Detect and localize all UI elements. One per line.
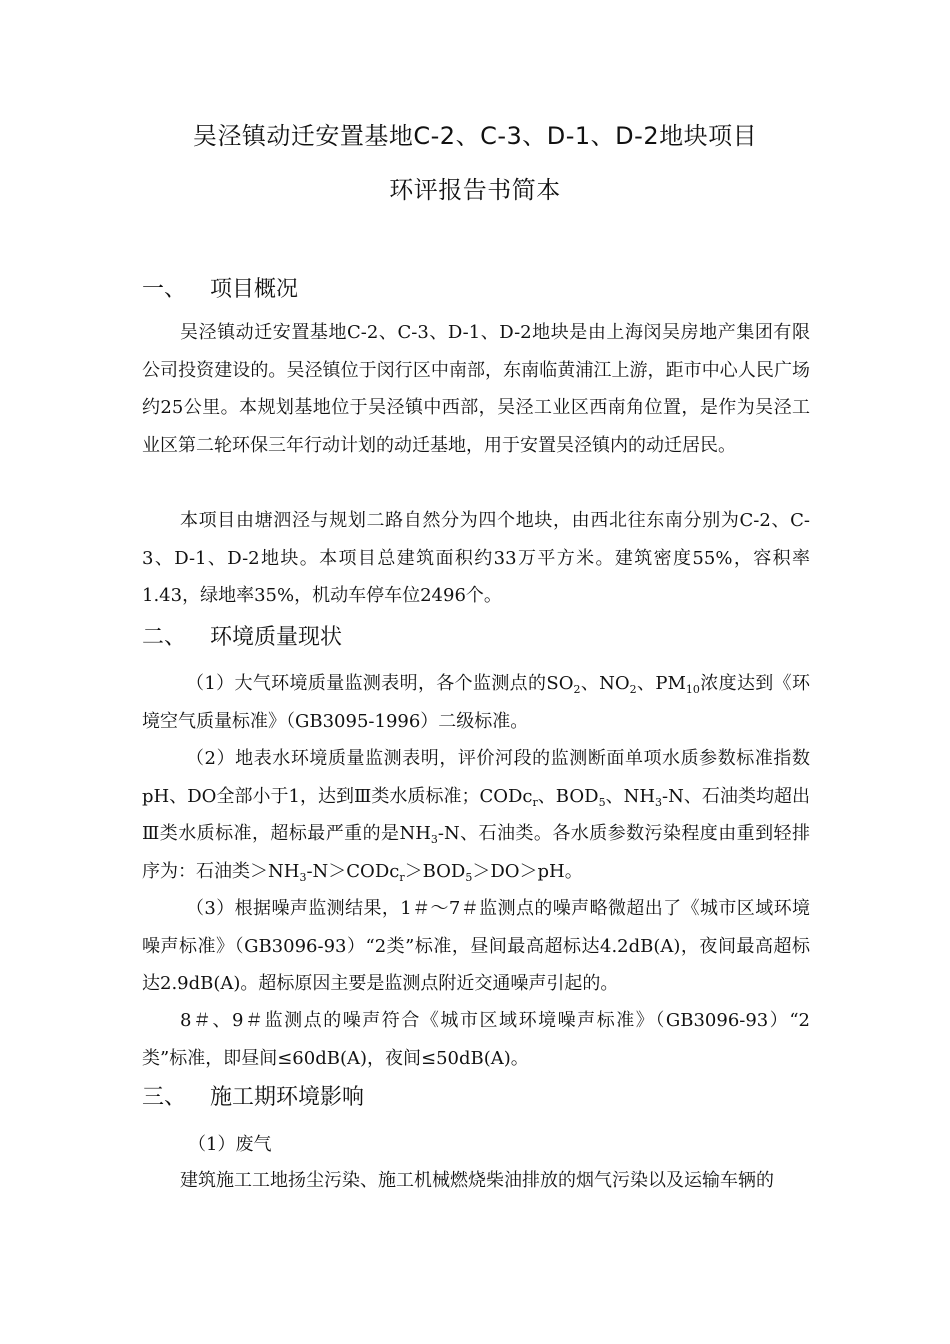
section2-title: 环境质量现状 [210, 625, 343, 650]
section3-heading [142, 1080, 364, 1111]
section3-number: 三、 [142, 1085, 187, 1110]
document-title-line1: 吴泾镇动迁安置基地C-2、C-3、D-1、D-2地块项目 [192, 122, 758, 150]
section1-paragraph2: 本项目由塘泗泾与规划二路自然分为四个地块，由西北往东南分别为C-2、C-3、D-1、D-2地块。本项目总建筑面积约33万平方米。建筑密度55%，容积率1.43，绿地率35%，机动车停车位2496个。 [142, 510, 810, 606]
section1-title: 项目概况 [210, 277, 299, 302]
section3-paragraph1: 建筑施工工地扬尘污染、施工机械燃烧柴油排放的烟气污染以及运输车辆的 [180, 1170, 774, 1191]
section2-paragraph1: （1）大气环境质量监测表明，各个监测点的$SO_2$、$NO_2$、$PM_{10}$浓度达到《环境空气质量标准》（GB3095-1996）二级标准。 [142, 673, 810, 732]
section2-paragraph3: （3）根据噪声监测结果，1＃～7＃监测点的噪声略微超出了《城市区域环境噪声标准》（GB3096-93）“2类”标准，昼间最高超标达4.2dB(A)，夜间最高超标达2.9dB(A)。超标原因主要是监测点附近交通噪声引起的。 [142, 898, 810, 994]
section2-number: 二、 [142, 625, 187, 650]
section3-title: 施工期环境影响 [210, 1085, 365, 1110]
section3-subheading1: （1）废气 [188, 1134, 272, 1155]
document-title-line2: 环评报告书简本 [389, 176, 561, 204]
section2-paragraph2: （2）地表水环境质量监测表明，评价河段的监测断面单项水质参数标准指数pH、DO全部小于1，达到Ⅲ类水质标准；CODc$_r$、$BOD_5$、$NH_3-N$、石油类均超出Ⅲ类水质标准，超标最严重的是$NH_3-N$、石油类。各水质参数污染程度由重到轻排序为：石油类$>NH_3-N>CODc_r>BOD_5>DO>pH$。 [142, 748, 810, 884]
section1-number: 一、 [142, 277, 187, 302]
section2-paragraph4: 8＃、9＃监测点的噪声符合《城市区域环境噪声标准》（GB3096-93）“2类”标准，即昼间≤60dB(A)，夜间≤50dB(A)。 [142, 1010, 810, 1069]
section1-paragraph1: 吴泾镇动迁安置基地C-2、C-3、D-1、D-2地块是由上海闵吴房地产集团有限公司投资建设的。吴泾镇位于闵行区中南部，东南临黄浦江上游，距市中心人民广场约25公里。本规划基地位于吴泾镇中西部，吴泾工业区西南角位置，是作为吴泾工业区第二轮环保三年行动计划的动迁基地，用于安置吴泾镇内的动迁居民。 [142, 322, 810, 456]
section2-heading [142, 620, 342, 651]
section1-heading [142, 272, 298, 303]
